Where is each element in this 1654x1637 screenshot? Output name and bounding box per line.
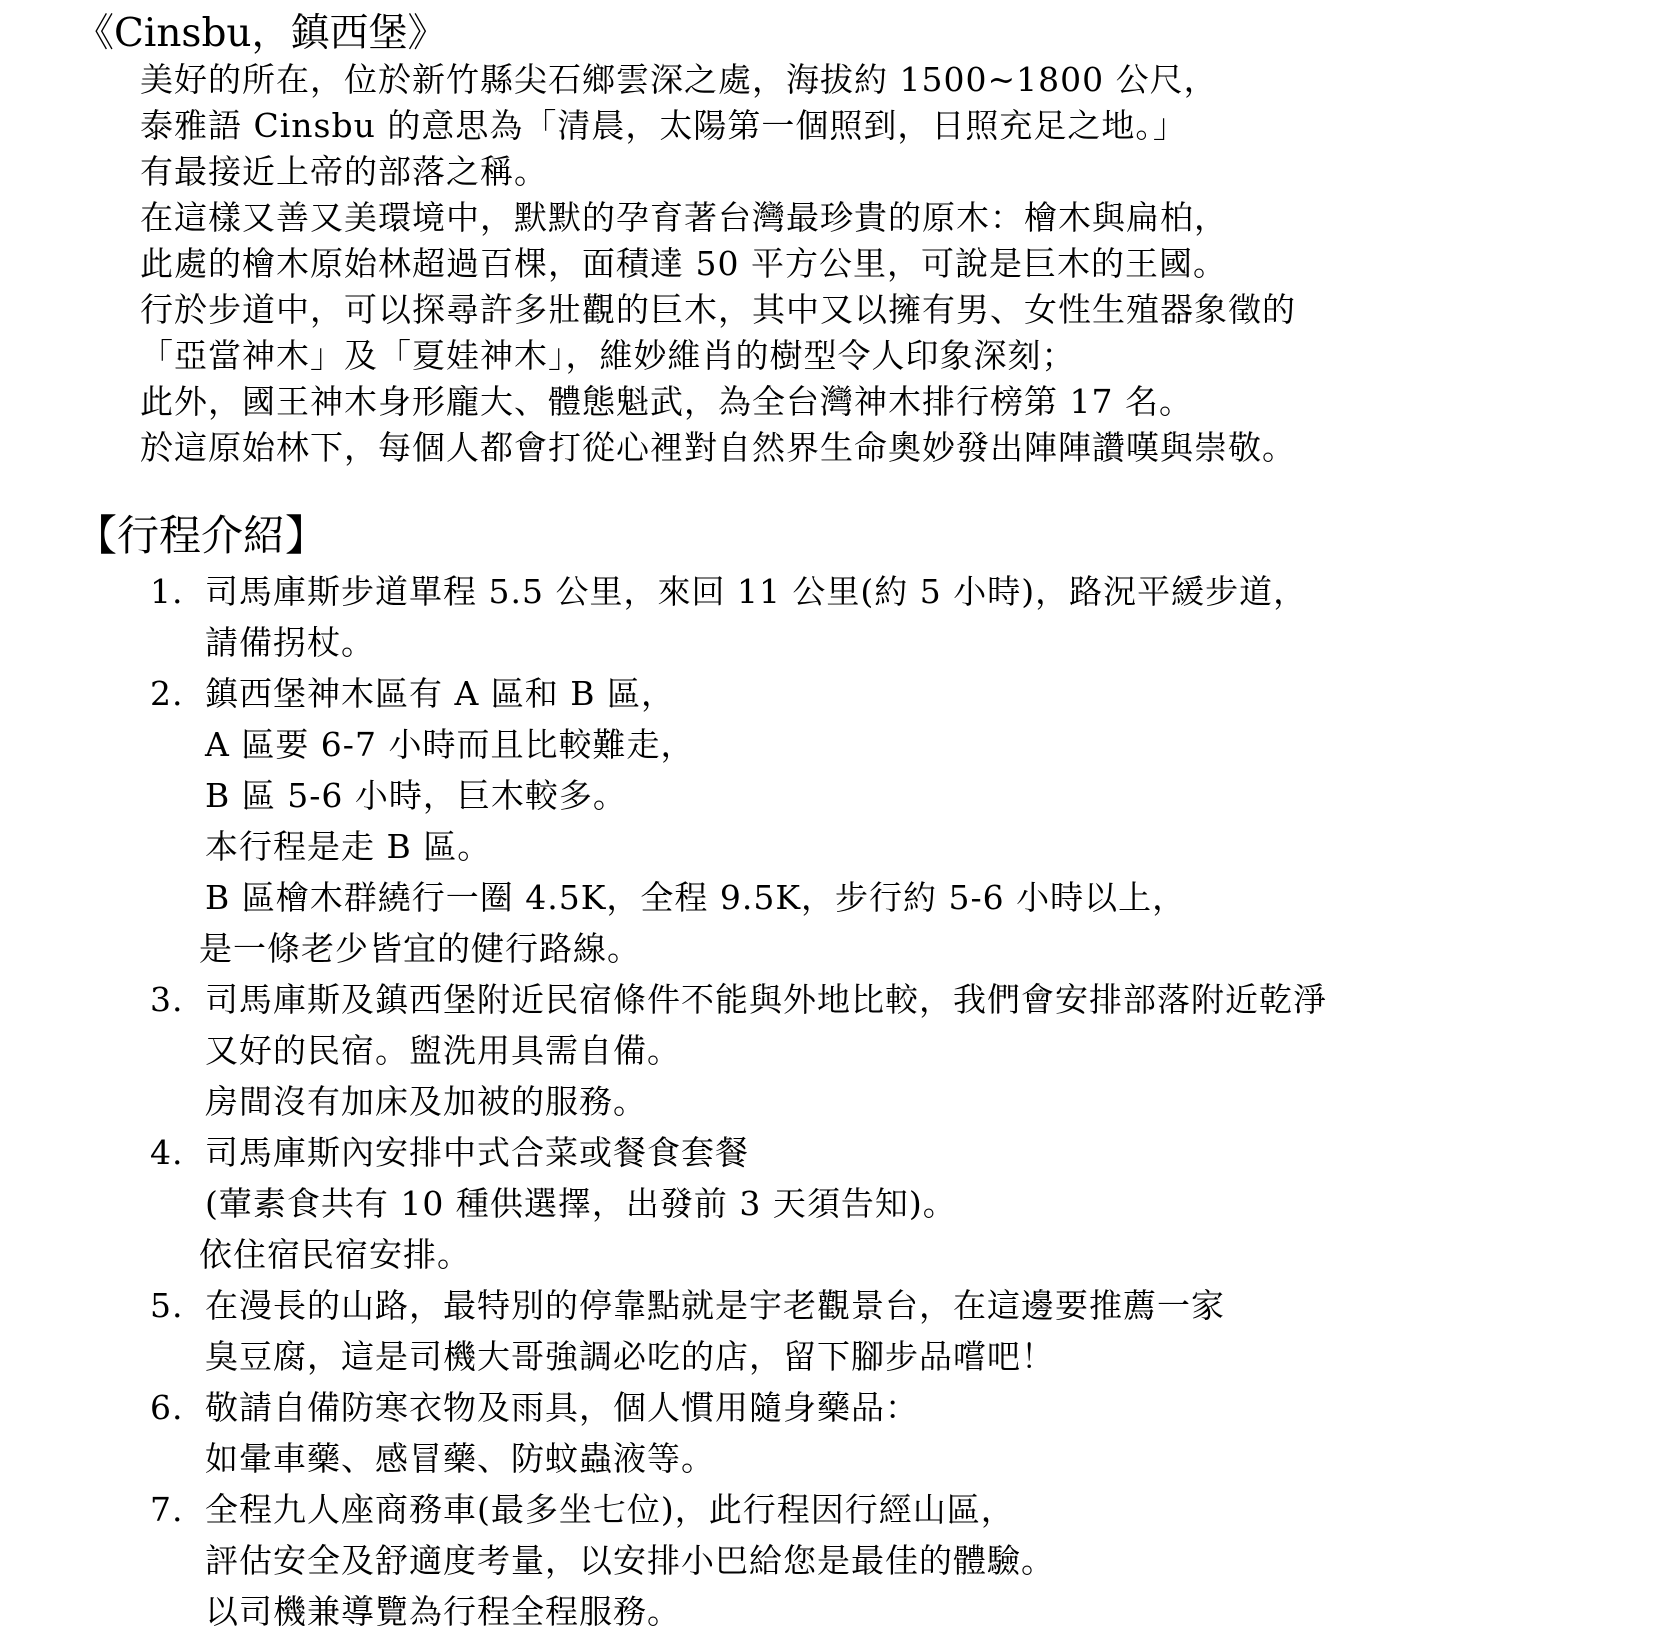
list-item [150,566,1327,668]
list-item-line: 司馬庫斯步道單程 5.5 公里，來回 11 公里(約 5 小時)，路況平緩步道， [205,572,1308,611]
list-item [150,974,1327,1127]
list-item-text [205,566,1307,668]
list-item-line: 司馬庫斯內安排中式合菜或餐食套餐 [205,1133,749,1172]
section-title-itinerary: 【行程介紹】 [75,511,328,560]
list-item-line: 依住宿民宿安排。 [199,1235,471,1274]
list-item-line: 鎮西堡神木區有 A 區和 B 區， [205,674,676,713]
list-item-line: 以司機兼導覽為行程全程服務。 [205,1592,681,1631]
list-item-line: B 區檜木群繞行一圈 4.5K，全程 9.5K，步行約 5-6 小時以上， [205,878,1187,917]
list-item-text [205,1280,1225,1382]
list-item-line: 評估安全及舒適度考量，以安排小巴給您是最佳的體驗。 [205,1541,1055,1580]
intro-paragraph [140,57,1296,471]
intro-line: 在這樣又善又美環境中，默默的孕育著台灣最珍貴的原木：檜木與扁柏， [140,198,1228,237]
list-item-number: 2. [150,674,184,713]
list-item [150,668,1327,974]
list-item-line: 全程九人座商務車(最多坐七位)，此行程因行經山區， [205,1490,1015,1529]
list-item-text [199,1127,957,1280]
list-item-line: 如暈車藥、感冒藥、防蚊蟲液等。 [205,1439,715,1478]
intro-line: 有最接近上帝的部落之稱。 [140,152,548,191]
list-item-text [205,1382,919,1484]
list-item-text [205,1484,1055,1637]
list-item-line: A 區要 6-7 小時而且比較難走， [205,725,695,764]
intro-line: 於這原始林下，每個人都會打從心裡對自然界生命奧妙發出陣陣讚嘆與崇敬。 [140,428,1296,467]
list-item-line: 司馬庫斯及鎮西堡附近民宿條件不能與外地比較，我們會安排部落附近乾淨 [205,980,1327,1019]
document-title: 《Cinsbu，鎮西堡》 [75,11,447,56]
list-item-text [205,974,1327,1127]
list-item-number: 5. [150,1286,184,1325]
list-item-line: 敬請自備防寒衣物及雨具，個人慣用隨身藥品： [205,1388,919,1427]
list-item-line: 請備拐杖。 [205,623,375,662]
list-item-number: 4. [150,1133,184,1172]
list-item-line: 又好的民宿。盥洗用具需自備。 [205,1031,681,1070]
intro-line: 行於步道中，可以探尋許多壯觀的巨木，其中又以擁有男、女性生殖器象徵的 [140,290,1296,329]
intro-line: 「亞當神木」及「夏娃神木」，維妙維肖的樹型令人印象深刻； [140,336,1076,375]
list-item-number: 3. [150,980,184,1019]
list-item-number: 1. [150,572,184,611]
list-item-line: B 區 5-6 小時，巨木較多。 [205,776,627,815]
intro-line: 美好的所在，位於新竹縣尖石鄉雲深之處，海拔約 1500~1800 公尺， [140,60,1218,99]
list-item-line: 臭豆腐，這是司機大哥強調必吃的店，留下腳步品嚐吧！ [205,1337,1055,1376]
list-item [150,1484,1327,1637]
itinerary-list [150,566,1327,1637]
list-item [150,1127,1327,1280]
list-item-line: 在漫長的山路，最特別的停靠點就是宇老觀景台，在這邊要推薦一家 [205,1286,1225,1325]
intro-line: 此處的檜木原始林超過百棵，面積達 50 平方公里，可說是巨木的王國。 [140,244,1227,283]
list-item-line: (葷素食共有 10 種供選擇，出發前 3 天須告知)。 [205,1184,957,1223]
list-item-line: 房間沒有加床及加被的服務。 [205,1082,647,1121]
list-item-text [199,668,1187,974]
list-item-line: 本行程是走 B 區。 [205,827,492,866]
list-item [150,1280,1327,1382]
list-item-number: 6. [150,1388,184,1427]
intro-line: 泰雅語 Cinsbu 的意思為「清晨，太陽第一個照到，日照充足之地。」 [140,106,1187,145]
list-item-line: 是一條老少皆宜的健行路線。 [199,929,641,968]
list-item-number: 7. [150,1490,184,1529]
list-item [150,1382,1327,1484]
intro-line: 此外，國王神木身形龐大、體態魁武，為全台灣神木排行榜第 17 名。 [140,382,1193,421]
